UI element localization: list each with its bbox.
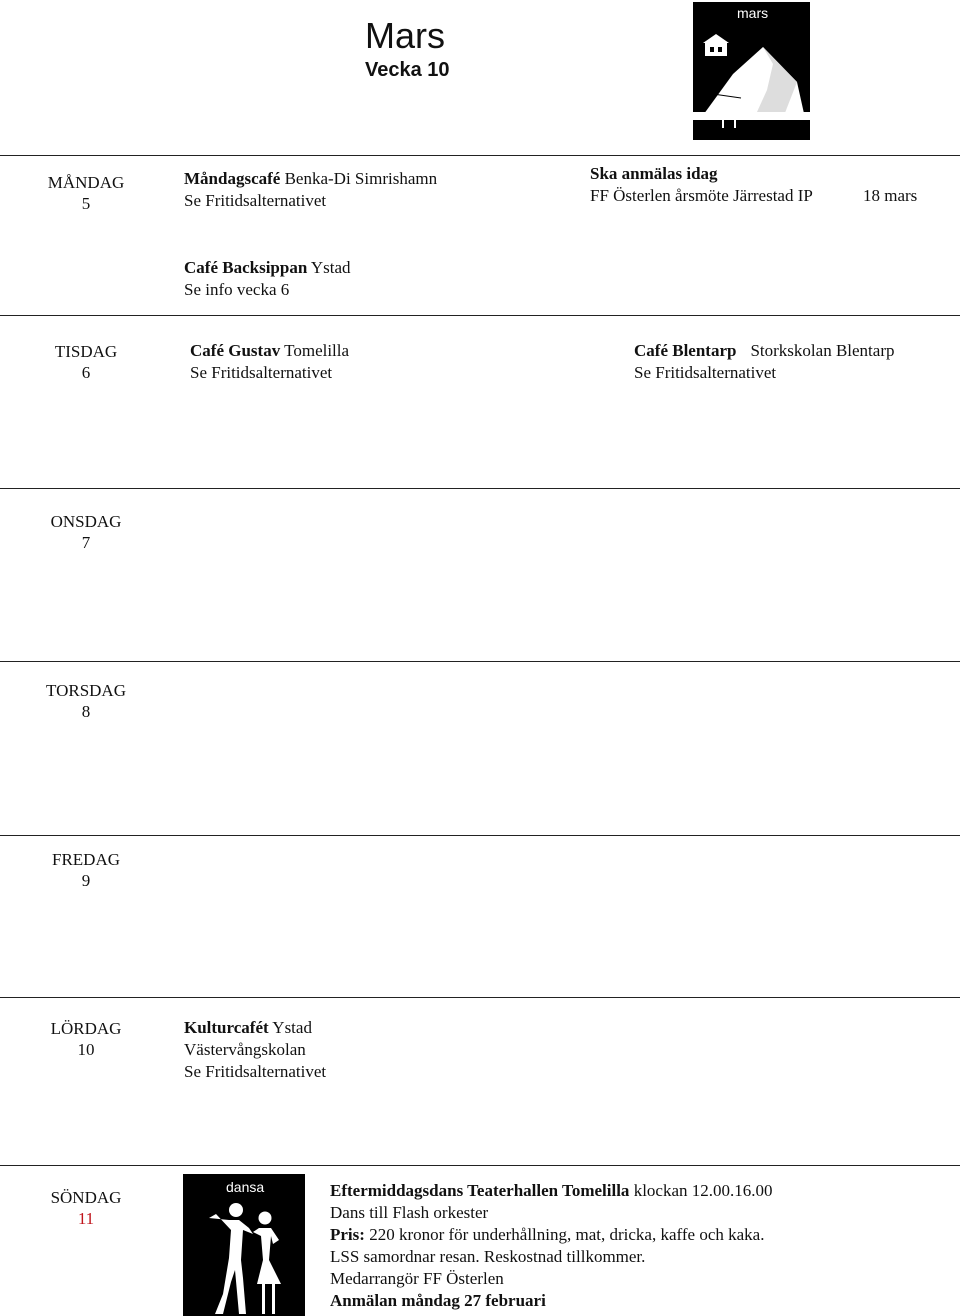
day-name: SÖNDAG [50, 1188, 122, 1207]
event-note: Se Fritidsalternativet [634, 363, 777, 382]
divider [0, 835, 960, 836]
event-time: klockan 12.00.16.00 [629, 1181, 773, 1200]
logo-label: mars [737, 5, 769, 21]
day-sunday [36, 1187, 136, 1229]
day-wednesday [36, 511, 136, 553]
logo-label: dansa [226, 1179, 265, 1195]
day-friday [36, 849, 136, 891]
day-name: TISDAG [54, 342, 118, 361]
day-number: 9 [81, 871, 91, 890]
event-title: Café Gustav [190, 341, 281, 360]
event-note: Se Fritidsalternativet [184, 191, 327, 210]
day-tuesday [36, 341, 136, 383]
day-name: FREDAG [51, 850, 120, 869]
day-number: 7 [81, 533, 91, 552]
mars-logo [693, 2, 810, 140]
event-date: 18 mars [863, 186, 918, 205]
event-mandagscafe [184, 168, 437, 212]
event-arsmote [590, 163, 950, 207]
event-kulturcafet [184, 1017, 326, 1083]
event-description: FF Österlen årsmöte Järrestad IP [590, 186, 813, 205]
day-name: MÅNDAG [47, 173, 125, 192]
travel-note: LSS samordnar resan. Reskostnad tillkommer. [330, 1247, 646, 1266]
day-name: TORSDAG [46, 681, 126, 700]
divider [0, 1165, 960, 1166]
event-note: Se Fritidsalternativet [184, 1062, 327, 1081]
event-title: Café Backsippan [184, 258, 308, 277]
dansa-logo [183, 1174, 305, 1316]
event-title: Kulturcafét [184, 1018, 269, 1037]
page-title: Mars [365, 15, 445, 56]
price-label: Pris: [330, 1225, 365, 1244]
event-title: Eftermiddagsdans Teaterhallen Tomelilla [330, 1181, 630, 1200]
event-cafe-blentarp [634, 340, 894, 384]
divider [0, 155, 960, 156]
event-location: Ystad [307, 258, 351, 277]
event-venue: Västervångskolan [184, 1040, 306, 1059]
divider [0, 488, 960, 489]
mountain-illustration [693, 2, 810, 140]
event-backsippan [184, 257, 351, 301]
event-title: Måndagscafé [184, 169, 281, 188]
event-note: Se info vecka 6 [184, 280, 290, 299]
week-subtitle: Vecka 10 [365, 59, 450, 81]
event-band: Dans till Flash orkester [330, 1203, 489, 1222]
day-saturday [36, 1018, 136, 1060]
event-cafe-gustav [190, 340, 349, 384]
event-location: Benka-Di Simrishamn [280, 169, 438, 188]
day-name: LÖRDAG [50, 1019, 122, 1038]
event-eftermiddagsdans [330, 1180, 773, 1312]
event-location: Storkskolan Blentarp [750, 341, 895, 360]
event-location: Ystad [268, 1018, 312, 1037]
co-organizer: Medarrangör FF Österlen [330, 1269, 504, 1288]
divider [0, 661, 960, 662]
price-text: 220 kronor för underhållning, mat, dricka, kaffe och kaka. [364, 1225, 765, 1244]
event-location: Tomelilla [280, 341, 350, 360]
day-thursday [36, 680, 136, 722]
registration-deadline: Anmälan måndag 27 februari [330, 1291, 546, 1310]
event-title: Café Blentarp [634, 341, 737, 360]
day-number: 5 [81, 194, 91, 213]
day-number: 8 [81, 702, 91, 721]
day-number: 11 [77, 1209, 95, 1228]
divider [0, 315, 960, 316]
day-number: 6 [81, 363, 91, 382]
divider [0, 997, 960, 998]
event-note: Se Fritidsalternativet [190, 363, 333, 382]
day-number: 10 [77, 1040, 95, 1059]
dancers-illustration [183, 1174, 305, 1316]
day-name: ONSDAG [50, 512, 122, 531]
notice-title: Ska anmälas idag [590, 164, 718, 183]
day-monday [36, 172, 136, 214]
